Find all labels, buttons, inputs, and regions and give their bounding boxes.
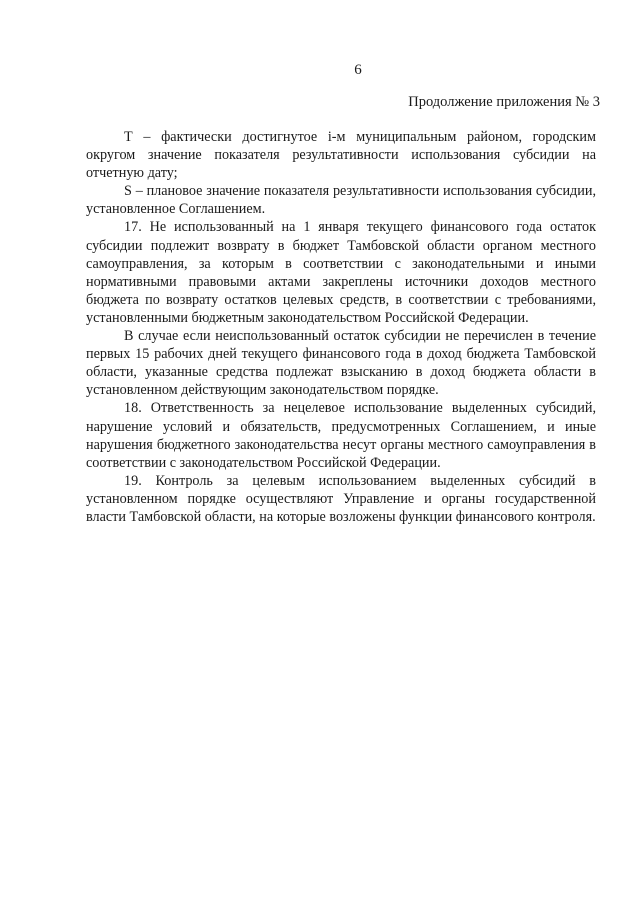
paragraph-18-responsibility: 18. Ответственность за нецелевое использование выделенных субсидий, нарушение условий и обязательств, предусмотренных Соглашением, и иные нарушения бюджетного законодательства несут органы местного самоуправления в соответствии с законодательством Российской Федерации. xyxy=(86,400,596,471)
paragraph-19-control: 19. Контроль за целевым использованием выделенных субсидий в установленном порядке осуществляют Управление и органы государственной власти Тамбовской области, на которые возложены функции финансового контроля. xyxy=(86,472,596,525)
document-body xyxy=(86,128,596,526)
paragraph-17-subsidy-return: 17. Не использованный на 1 января текущего финансового года остаток субсидии подлежит возврату в бюджет Тамбовской области органом местного самоуправления, за которым в соответствии с законодательными и иными нормативными правовыми актами закреплены источники доходов местного бюджета по возврату остатков целевых средств, в соответствии с требованиями, установленными бюджетным законодательством Российской Федерации. xyxy=(86,219,596,326)
appendix-continuation-note: Продолжение приложения № 3 xyxy=(408,94,600,110)
page-number: 6 xyxy=(354,62,362,78)
paragraph-t-definition: Т – фактически достигнутое i-м муниципальным районом, городским округом значение показателя результативности использования субсидии на отчетную дату; xyxy=(86,129,596,182)
paragraph-s-definition: S – плановое значение показателя результативности использования субсидии, установленное Соглашением. xyxy=(86,183,596,218)
paragraph-unspent-balance-recovery: В случае если неиспользованный остаток субсидии не перечислен в течение первых 15 рабочих дней текущего финансового года в доход бюджета Тамбовской области, указанные средства подлежат взысканию в доход бюджета области в установленном действующим законодательством порядке. xyxy=(86,328,596,399)
